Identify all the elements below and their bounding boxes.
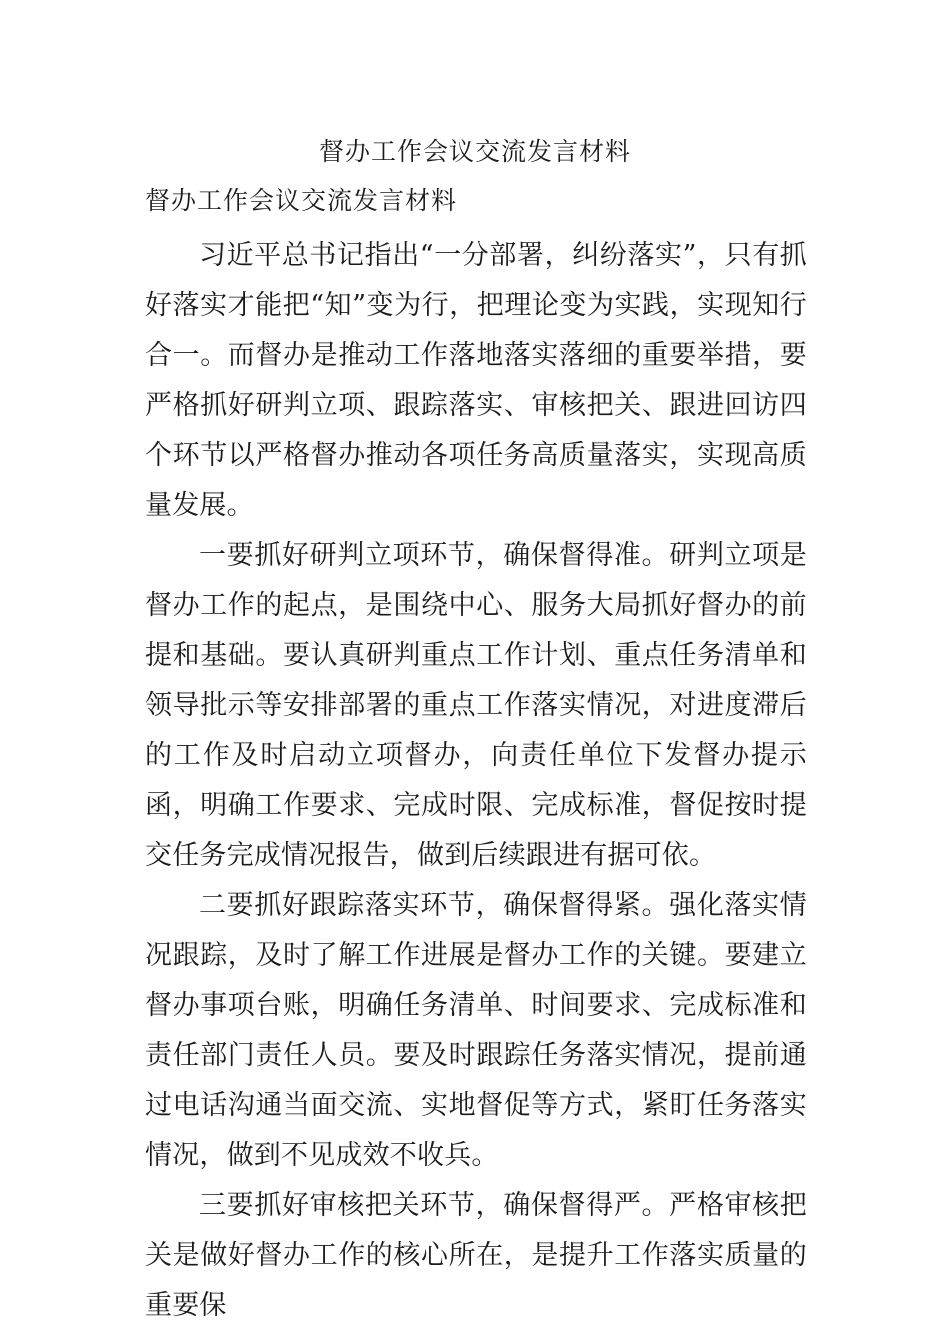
paragraph-point-2: 二要抓好跟踪落实环节，确保督得紧。强化落实情况跟踪，及时了解工作进展是督办工作的关键。要建立督办事项台账，明确任务清单、时间要求、完成标准和责任部门责任人员。要及时跟踪任务落实情况，提前通过电话沟通当面交流、实地督促等方式，紧盯任务落实情况，做到不见成效不收兵。 — [145, 890, 807, 1171]
paragraph-point-3: 三要抓好审核把关环节，确保督得严。严格审核把关是做好督办工作的核心所在，是提升工作落实质量的重要保 — [145, 1190, 807, 1321]
paragraph-intro: 习近平总书记指出“一分部署，纠纷落实”，只有抓好落实才能把“知”变为行，把理论变为实践，实现知行合一。而督办是推动工作落地落实落细的重要举措，要严格抓好研判立项、跟踪落实、审核把关、跟进回访四个环节以严格督办推动各项任务高质量落实，实现高质量发展。 — [145, 240, 807, 521]
document-title: 督办工作会议交流发言材料 — [318, 137, 631, 166]
document-heading: 督办工作会议交流发言材料 — [145, 186, 458, 215]
document-body — [145, 231, 807, 1331]
paragraph-point-1: 一要抓好研判立项环节，确保督得准。研判立项是督办工作的起点，是围绕中心、服务大局抓好督办的前提和基础。要认真研判重点工作计划、重点任务清单和领导批示等安排部署的重点工作落实情况，对进度滞后的工作及时启动立项督办，向责任单位下发督办提示函，明确工作要求、完成时限、完成标准，督促按时提交任务完成情况报告，做到后续跟进有据可依。 — [145, 540, 807, 871]
